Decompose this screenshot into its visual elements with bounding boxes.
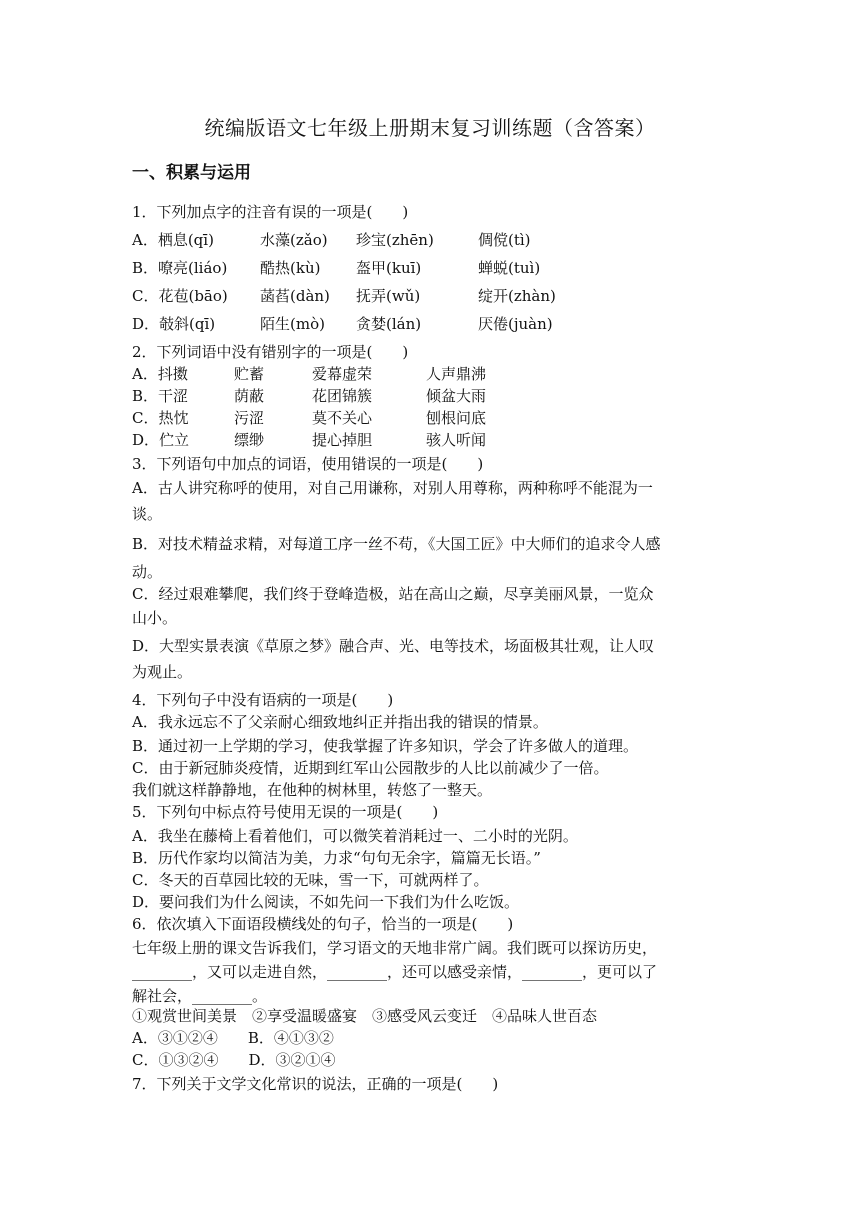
q1-d-word-3: 贪婪(lán): [356, 315, 422, 333]
q2-d-word-1: D．伫立: [132, 431, 190, 449]
q1-c-word-1: C．花苞(bāo): [132, 287, 228, 305]
question-4-option-d: 我们就这样静静地，在他种的树林里，转悠了一整天。: [132, 781, 493, 799]
section-heading: 一、积累与运用: [132, 163, 251, 183]
q1-d-word-1: D．攲斜(qī): [132, 315, 216, 333]
question-6-phrase-options: ①观赏世间美景 ②享受温暖盛宴 ③感受风云变迁 ④品味人世百态: [132, 1007, 598, 1025]
question-3-option-d-line-1: D．大型实景表演《草原之梦》融合声、光、电等技术，场面极其壮观，让人叹: [132, 637, 655, 655]
page-title: 统编版语文七年级上册期末复习训练题（含答案）: [204, 116, 656, 140]
question-5-option-b: B．历代作家均以简洁为美，力求“句句无余字，篇篇无长语。”: [132, 849, 541, 867]
question-2-stem: 2．下列词语中没有错别字的一项是( ): [132, 343, 409, 361]
question-3-option-b-line-1: B．对技术精益求精，对每道工序一丝不苟，《大国工匠》中大师们的追求令人感: [132, 535, 661, 553]
q2-a-word-2: 贮蓄: [234, 365, 265, 383]
question-4-stem: 4．下列句子中没有语病的一项是( ): [132, 691, 394, 709]
q2-b-word-1: B．干涩: [132, 387, 189, 405]
question-3-option-a-line-2: 谈。: [132, 505, 163, 523]
q2-d-word-2: 缥缈: [234, 431, 265, 449]
q2-a-word-4: 人声鼎沸: [426, 365, 487, 383]
question-3-option-c-line-1: C．经过艰难攀爬，我们终于登峰造极，站在高山之巅，尽享美丽风景，一览众: [132, 585, 654, 603]
question-3-option-c-line-2: 山小。: [132, 609, 178, 627]
question-3-stem: 3．下列语句中加点的词语，使用错误的一项是( ): [132, 455, 484, 473]
q2-c-word-3: 莫不关心: [312, 409, 373, 427]
q1-c-word-4: 绽开(zhàn): [478, 287, 556, 305]
question-6-passage-line-2: ________，又可以走进自然，________，还可以感受亲情，________，更可以了: [132, 963, 658, 981]
q1-d-word-2: 陌生(mò): [260, 315, 325, 333]
q1-b-word-4: 蝉蜕(tuì): [478, 259, 541, 277]
q2-a-word-1: A．抖擞: [132, 365, 188, 383]
question-6-stem: 6．依次填入下面语段横线处的句子，恰当的一项是( ): [132, 915, 514, 933]
question-4-option-b: B．通过初一上学期的学习，使我掌握了许多知识，学会了许多做人的道理。: [132, 737, 639, 755]
question-4-option-c: C．由于新冠肺炎疫情，近期到红军山公园散步的人比以前减少了一倍。: [132, 759, 609, 777]
question-5-option-d: D．要问我们为什么阅读，不如先问一下我们为什么吃饭。: [132, 893, 520, 911]
q2-c-word-1: C．热忱: [132, 409, 189, 427]
q1-a-word-1: A．栖息(qī): [132, 231, 214, 249]
question-7-stem: 7．下列关于文学文化常识的说法，正确的一项是( ): [132, 1075, 499, 1093]
q2-b-word-3: 花团锦簇: [312, 387, 373, 405]
q2-c-word-4: 刨根问底: [426, 409, 487, 427]
q2-c-word-2: 污涩: [234, 409, 265, 427]
q1-b-word-3: 盔甲(kuī): [356, 259, 422, 277]
question-6-passage-line-3: 解社会，________。: [132, 987, 268, 1005]
q1-a-word-3: 珍宝(zhēn): [356, 231, 434, 249]
q1-a-word-4: 倜傥(tì): [478, 231, 531, 249]
question-4-option-a: A．我永远忘不了父亲耐心细致地纠正并指出我的错误的情景。: [132, 713, 548, 731]
question-6-passage-line-1: 七年级上册的课文告诉我们，学习语文的天地非常广阔。我们既可以探访历史，: [132, 939, 658, 957]
q2-a-word-3: 爱幕虚荣: [312, 365, 373, 383]
q1-c-word-3: 抚弄(wǔ): [356, 287, 421, 305]
question-3-option-d-line-2: 为观止。: [132, 663, 193, 681]
q2-b-word-4: 倾盆大雨: [426, 387, 487, 405]
q2-d-word-4: 骇人听闻: [426, 431, 487, 449]
q1-b-word-1: B．嘹亮(liáo): [132, 259, 228, 277]
q2-d-word-3: 提心掉胆: [312, 431, 373, 449]
q2-b-word-2: 荫蔽: [234, 387, 265, 405]
question-5-option-c: C．冬天的百草园比较的无味，雪一下，可就两样了。: [132, 871, 489, 889]
question-3-option-a-line-1: A．古人讲究称呼的使用，对自己用谦称，对别人用尊称，两种称呼不能混为一: [132, 479, 653, 497]
q1-d-word-4: 厌倦(juàn): [478, 315, 553, 333]
q1-a-word-2: 水藻(zǎo): [260, 231, 328, 249]
question-6-choices-ab: A．③①②④ B．④①③②: [132, 1029, 334, 1047]
q1-b-word-2: 酷热(kù): [260, 259, 321, 277]
question-5-option-a: A．我坐在藤椅上看着他们，可以微笑着消耗过一、二小时的光阴。: [132, 827, 578, 845]
question-5-stem: 5．下列句中标点符号使用无误的一项是( ): [132, 803, 439, 821]
question-6-choices-cd: C．①③②④ D．③②①④: [132, 1051, 336, 1069]
question-3-option-b-line-2: 动。: [132, 563, 163, 581]
q1-c-word-2: 菡萏(dàn): [260, 287, 330, 305]
question-1-stem: 1．下列加点字的注音有误的一项是( ): [132, 203, 409, 221]
